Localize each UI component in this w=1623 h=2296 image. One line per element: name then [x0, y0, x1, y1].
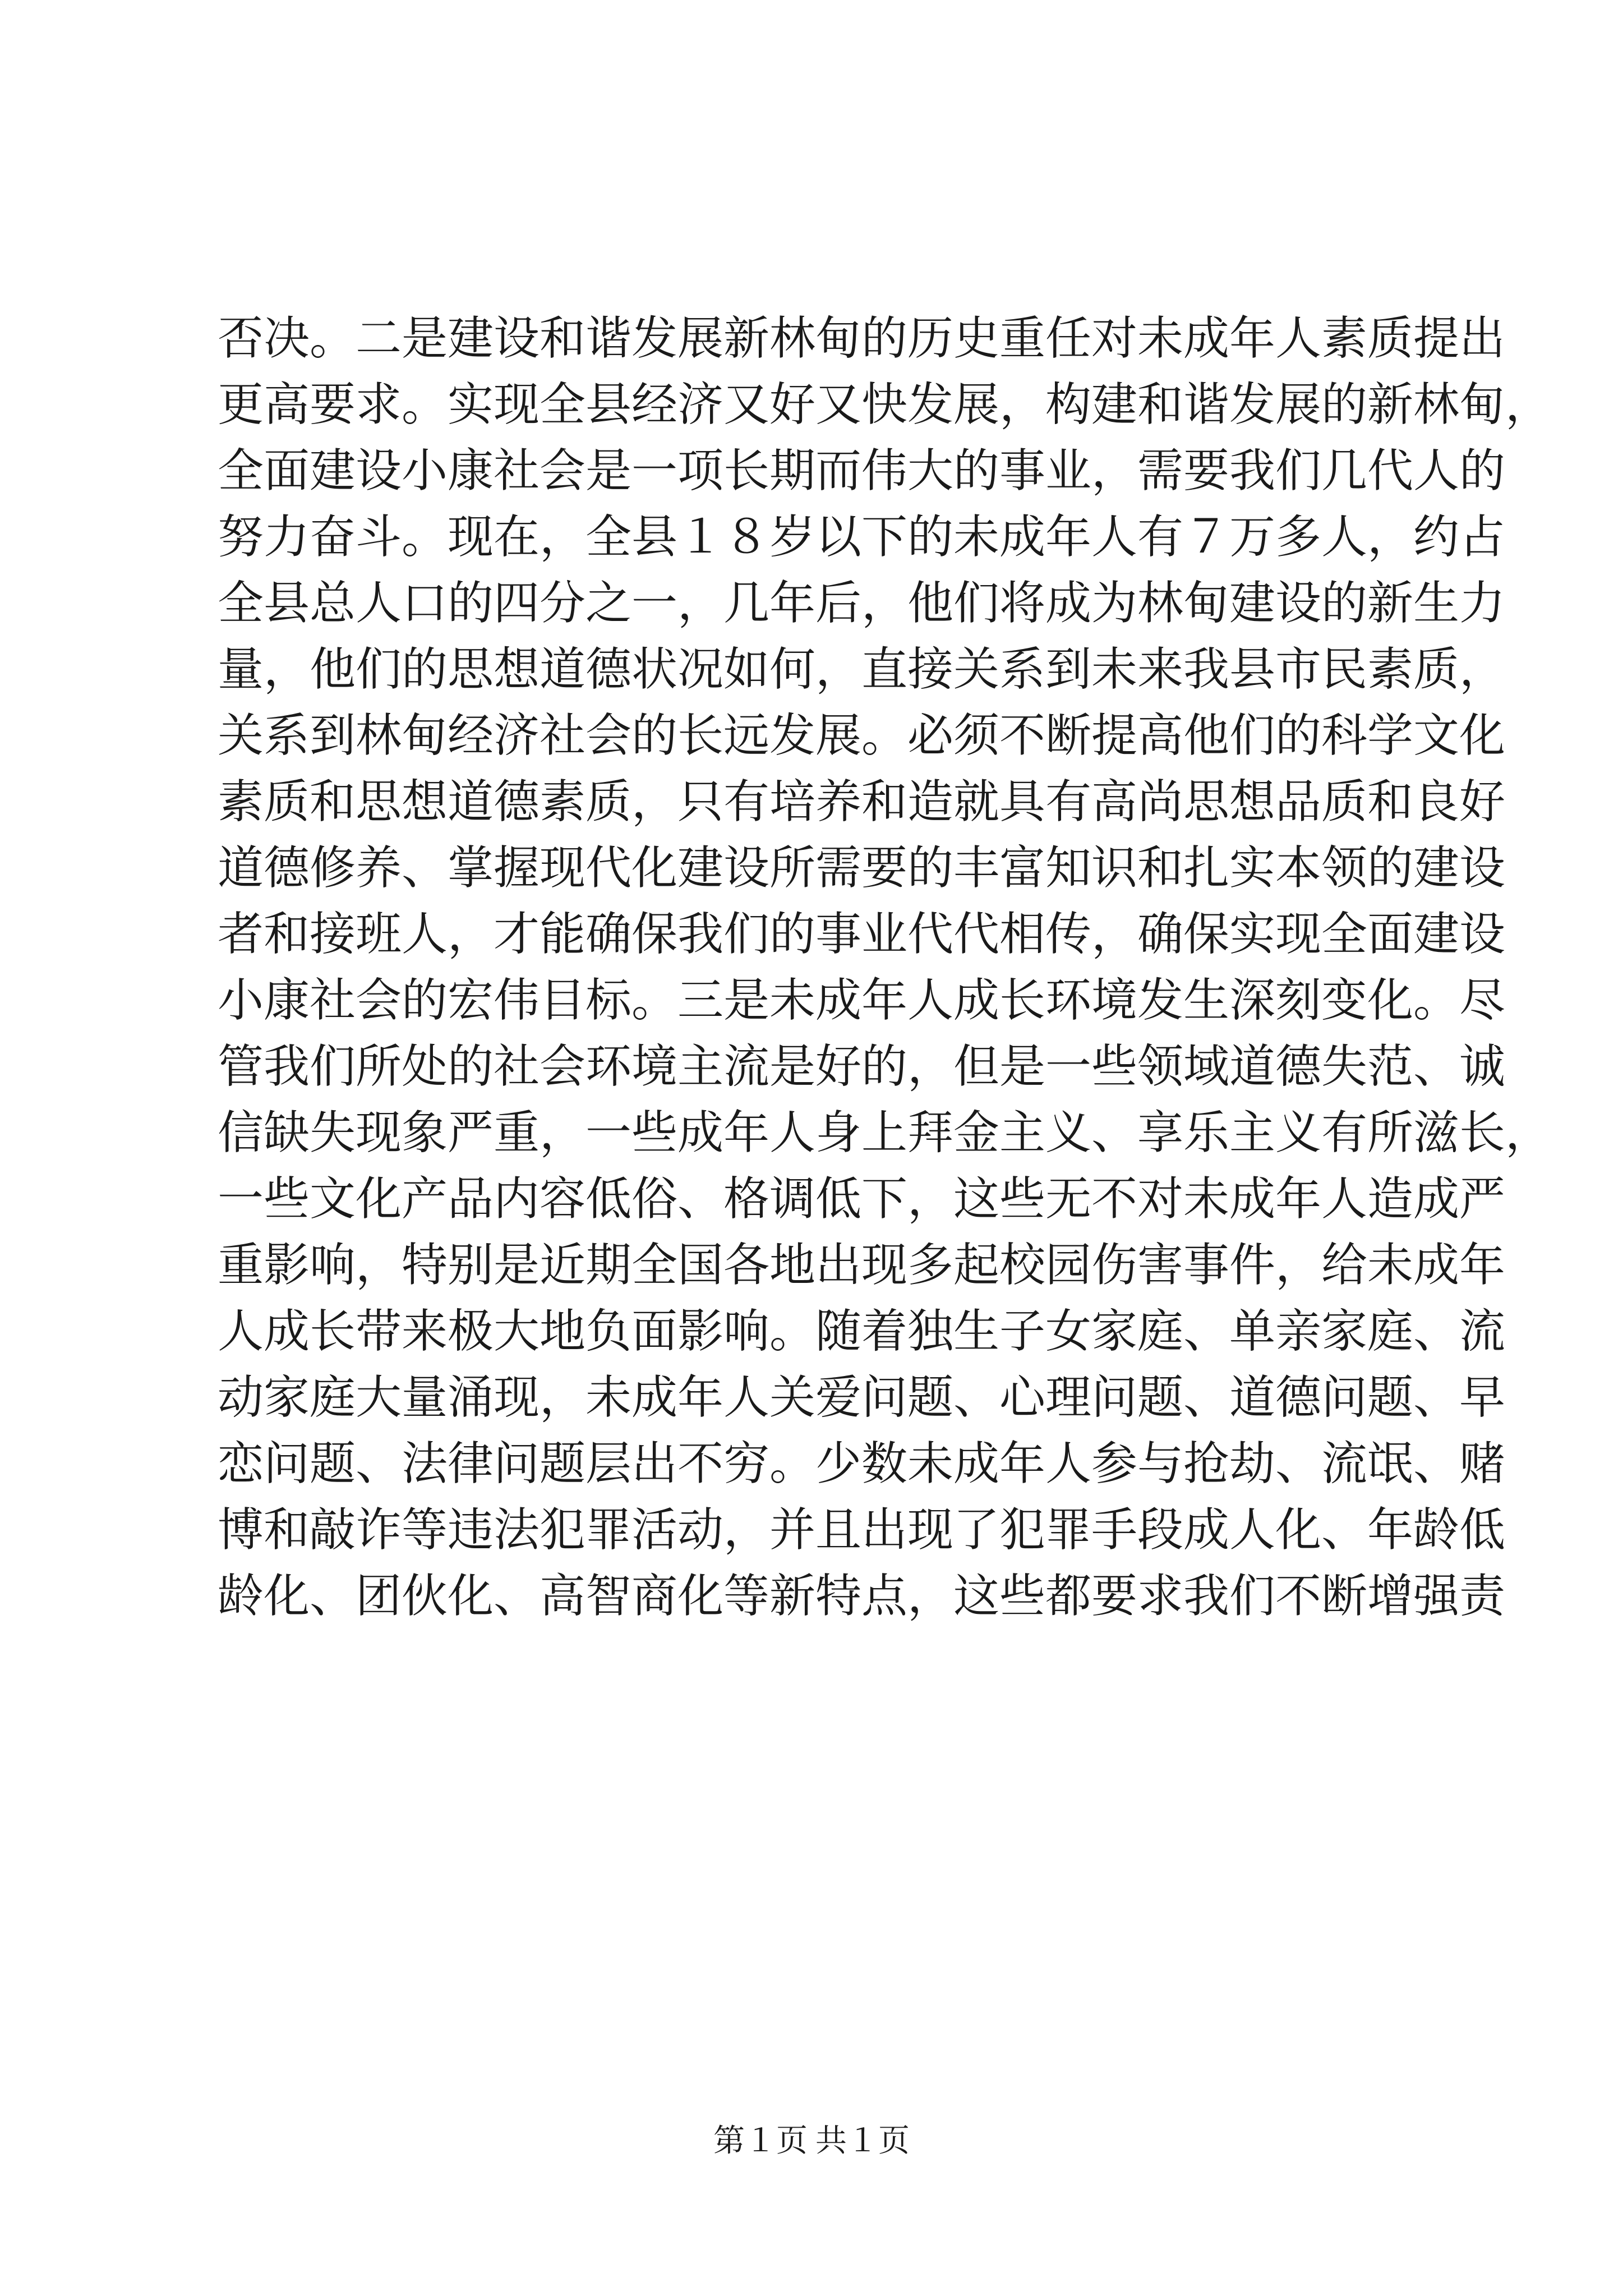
text-line: 恋问题、法律问题层出不穷。少数未成年人参与抢劫、流氓、赌	[218, 1437, 1506, 1490]
text-line: 动家庭大量涌现，未成年人关爱问题、心理问题、道德问题、早	[218, 1371, 1506, 1424]
text-line: 努力奋斗。现在，全县１８岁以下的未成年人有７万多人，约占	[218, 510, 1506, 564]
text-line: 全面建设小康社会是一项长期而伟大的事业，需要我们几代人的	[218, 444, 1506, 498]
text-line: 者和接班人，才能确保我们的事业代代相传，确保实现全面建设	[218, 908, 1506, 961]
page-footer: 第１页 共１页	[713, 2124, 910, 2159]
text-line: 博和敲诈等违法犯罪活动，并且出现了犯罪手段成人化、年龄低	[218, 1503, 1506, 1557]
text-line: 素质和思想道德素质，只有培养和造就具有高尚思想品质和良好	[218, 775, 1506, 829]
text-line: 一些文化产品内容低俗、格调低下，这些无不对未成年人造成严	[218, 1172, 1506, 1226]
text-line: 道德修养、掌握现代化建设所需要的丰富知识和扎实本领的建设	[218, 841, 1506, 895]
body-text	[218, 306, 1552, 1630]
text-line: 更高要求。实现全县经济又好又快发展，构建和谐发展的新林甸，	[218, 378, 1552, 431]
text-line: 人成长带来极大地负面影响。随着独生子女家庭、单亲家庭、流	[218, 1305, 1506, 1358]
text-line: 量，他们的思想道德状况如何，直接关系到未来我县市民素质，	[218, 643, 1506, 696]
text-line: 全县总人口的四分之一，几年后，他们将成为林甸建设的新生力	[218, 577, 1506, 630]
text-line: 管我们所处的社会环境主流是好的，但是一些领域道德失范、诚	[218, 1040, 1506, 1093]
text-line: 关系到林甸经济社会的长远发展。必须不断提高他们的科学文化	[218, 709, 1506, 762]
text-line: 重影响，特别是近期全国各地出现多起校园伤害事件，给未成年	[218, 1239, 1506, 1292]
text-line: 否决。二是建设和谐发展新林甸的历史重任对未成年人素质提出	[218, 312, 1506, 365]
text-line: 龄化、团伙化、高智商化等新特点，这些都要求我们不断增强责	[218, 1570, 1506, 1623]
text-line: 小康社会的宏伟目标。三是未成年人成长环境发生深刻变化。尽	[218, 974, 1506, 1027]
text-line: 信缺失现象严重，一些成年人身上拜金主义、享乐主义有所滋长，	[218, 1106, 1552, 1159]
